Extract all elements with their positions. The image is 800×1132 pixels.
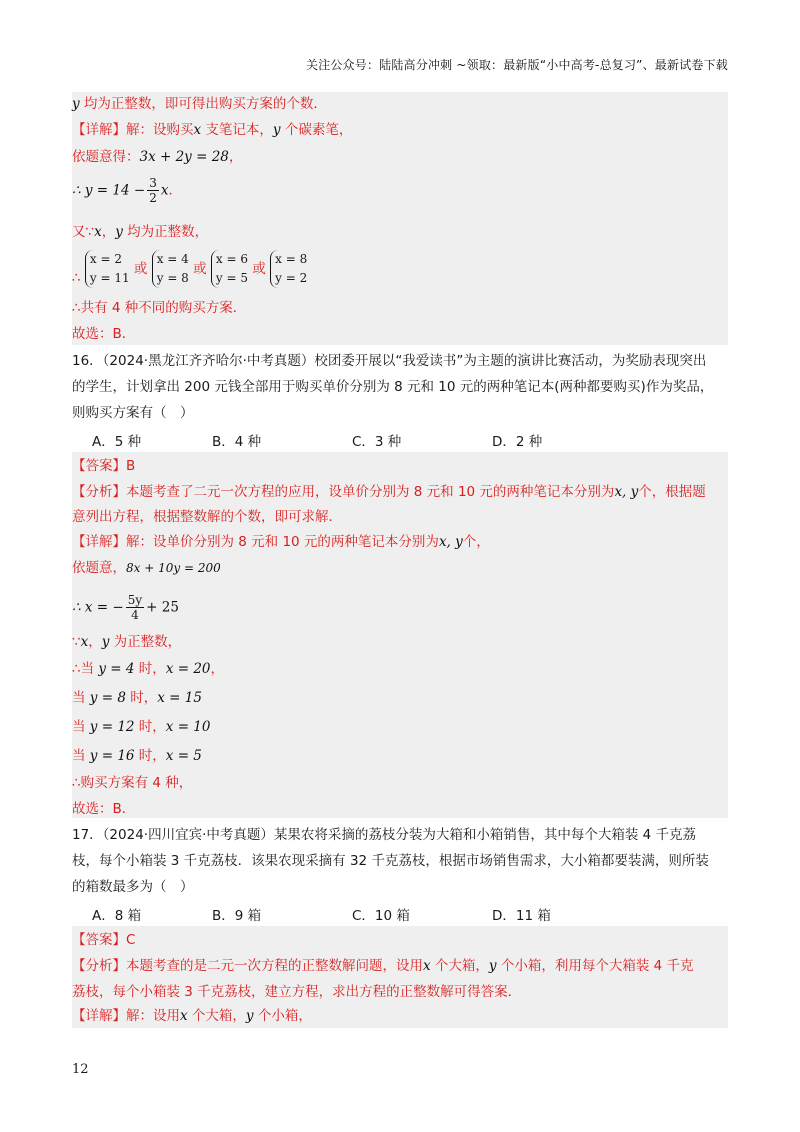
q17-option-a: A．8 箱 (92, 908, 142, 924)
q16-choose-line: 故选：B． (72, 801, 136, 817)
q17-analysis-line2: 荔枝，每个小箱装 3 千克荔枝，建立方程，求出方程的正整数解可得答案． (72, 984, 522, 1000)
q16-option-b: B．4 种 (212, 434, 262, 450)
q17-option-b: B．9 箱 (212, 908, 262, 924)
q16-option-c: C．3 种 (352, 434, 402, 450)
q15-count-line: ∴共有 4 种不同的购买方案． (72, 300, 247, 316)
q16-analysis-line1: 【分析】本题考查了二元一次方程的应用，设单价分别为 8 元和 10 元的两种笔记本分别为x, y个，根据题 (72, 484, 706, 500)
q16-case-4: 当 y = 16 时，x = 5 (72, 748, 202, 764)
q16-integer-line: ∵x，y 为正整数， (72, 634, 182, 650)
system-1: x = 2 y = 11 (85, 250, 130, 288)
q17-stem: 17．（2024·四川宜宾·中考真题）某果农将采摘的荔枝分装为大箱和小箱销售，其中每个大箱装 4 千克荔 枝，每个小箱装 3 千克荔枝．该果农现采摘有 32 千克荔枝，根据市场销售需求，大小箱都要装满，则所装 的箱数最多为（ ） (72, 827, 709, 895)
q16-detail-line: 【详解】解：设单价分别为 8 元和 10 元的两种笔记本分别为x, y个， (72, 534, 490, 550)
q15-positive-line: 又∵x，y 均为正整数， (72, 224, 209, 240)
q17-analysis-line1: 【分析】本题考查的是二元一次方程的正整数解问题，设用x 个大箱，y 个小箱，利用每个大箱装 4 千克 (72, 958, 694, 974)
q15-solution-line: ∴ y = 14 − $\frac{3}{2}$ x． (72, 176, 182, 205)
q17-answer: 【答案】C (72, 932, 136, 948)
q16-count-line: ∴购买方案有 4 种， (72, 775, 193, 791)
q16-analysis-line2: 意列出方程，根据整数解的个数，即可求解． (72, 509, 342, 525)
page-header: 关注公众号：陆陆高分冲刺 ~领取：最新版“小中高考-总复习”、最新试卷下载 (305, 58, 728, 72)
q16-option-a: A．5 种 (92, 434, 142, 450)
q17-option-d: D．11 箱 (492, 908, 551, 924)
page-number: 12 (72, 1062, 89, 1077)
q16-stem: 16．（2024·黑龙江齐齐哈尔·中考真题）校团委开展以“我爱读书”为主题的演讲比赛活动，为奖励表现突出 的学生，计划拿出 200 元钱全部用于购买单价分别为 8 元和 10 元的两种笔记本(两种都要购买)作为奖品， 则购买方案有（ ） (72, 353, 714, 421)
system-2: x = 4 y = 8 (152, 250, 189, 288)
q15-systems-line: ∴ x = 2 y = 11 或 x = 4 y = 8 或 x = 6 y = 5 或 x = 8 y = 2 (72, 252, 308, 286)
q16-answer: 【答案】B (72, 458, 136, 474)
q17-detail-line: 【详解】解：设用x 个大箱，y 个小箱， (72, 1008, 312, 1024)
system-3: x = 6 y = 5 (211, 250, 248, 288)
q16-case-1: ∴当 y = 4 时，x = 20， (72, 661, 224, 677)
system-4: x = 8 y = 2 (270, 250, 307, 288)
q16-case-3: 当 y = 12 时，x = 10 (72, 719, 211, 735)
q15-equation-line: 依题意得：3x + 2y = 28， (72, 149, 243, 165)
q17-option-c: C．10 箱 (352, 908, 410, 924)
q15-choose-line: 故选：B． (72, 326, 136, 342)
q16-solution-line: ∴ x = − $\frac{5y}{4}$ + 25 (72, 593, 179, 622)
q16-option-d: D．2 种 (492, 434, 543, 450)
q16-case-2: 当 y = 8 时，x = 15 (72, 690, 202, 706)
q16-equation-line: 依题意，8x + 10y = 200 (72, 560, 221, 576)
q15-continuation: y 均为正整数，即可得出购买方案的个数． (72, 96, 327, 112)
q15-detail-line: 【详解】解：设购买x 支笔记本，y 个碳素笔， (72, 122, 353, 138)
